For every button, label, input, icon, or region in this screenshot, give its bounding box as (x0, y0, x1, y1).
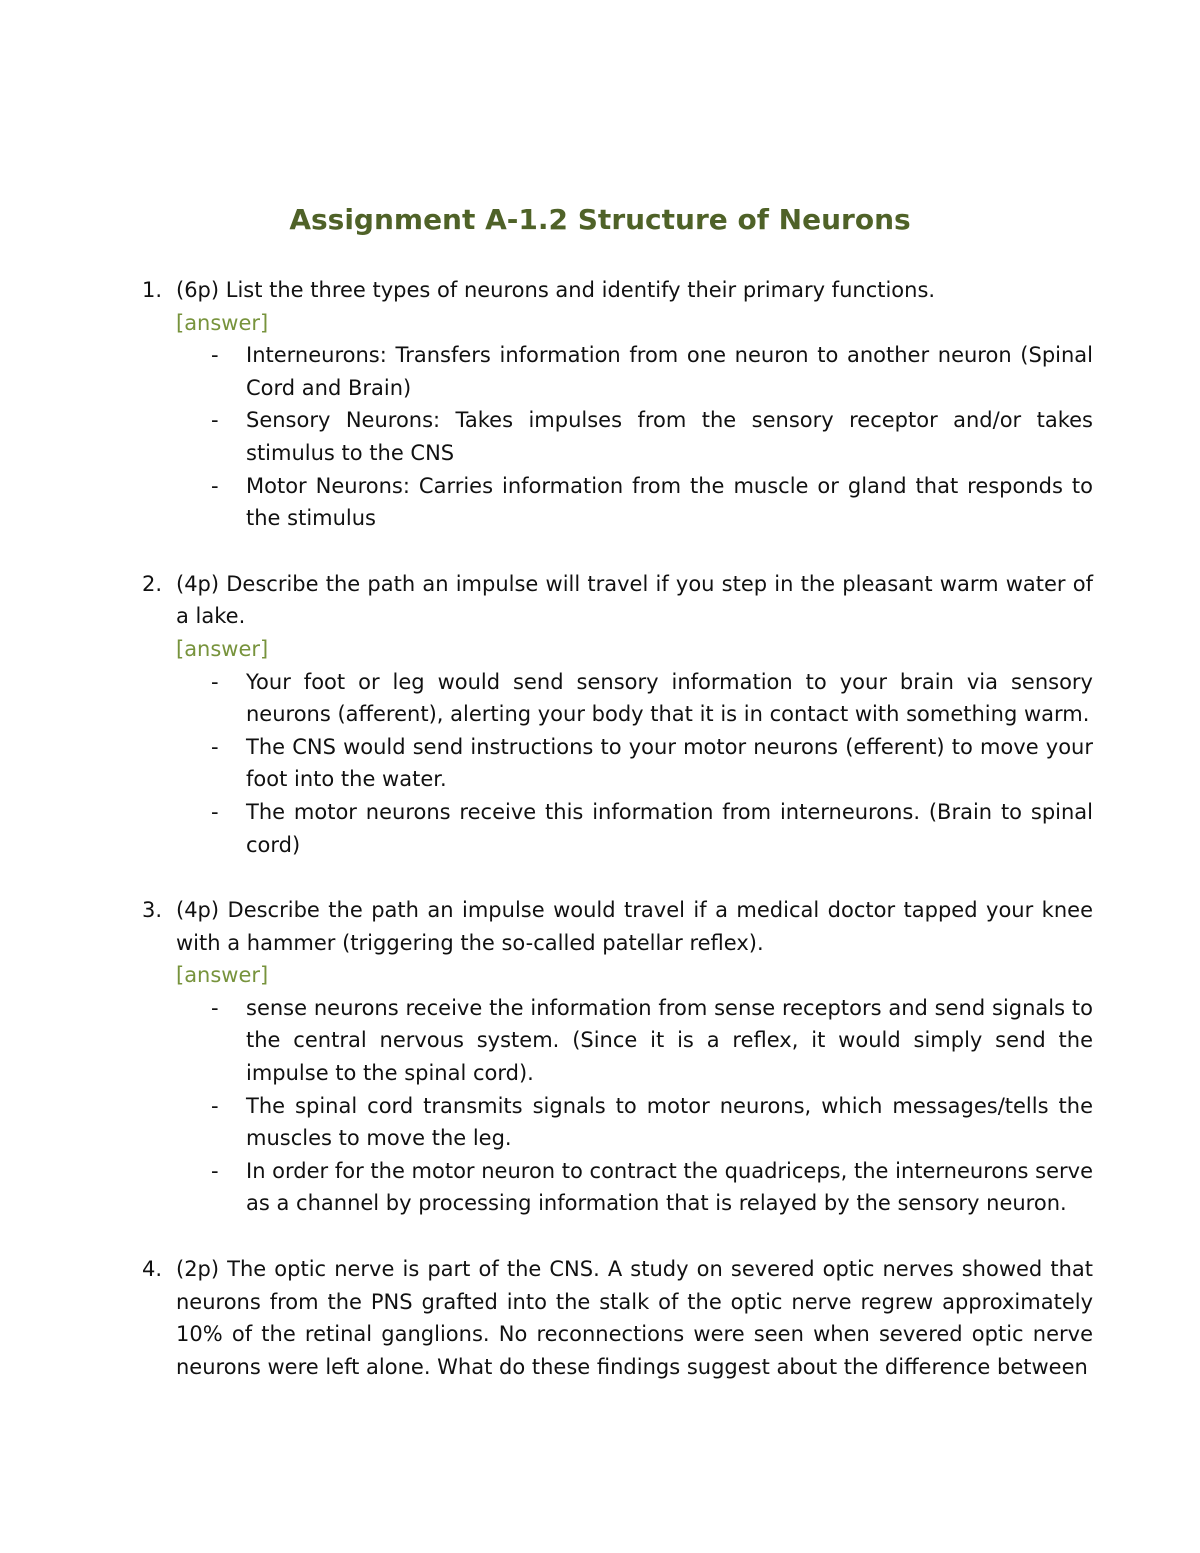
dash-bullet-icon: - (211, 473, 219, 498)
answer-bullet-text: Your foot or leg would send sensory information to your brain via sensory neurons (afferent), alerting your body that it is in contact with something warm. (246, 669, 1093, 727)
answer-bullet-list (0, 992, 1200, 1220)
question-number: 3. (142, 898, 163, 923)
question-item-1 (0, 274, 1200, 535)
question-number: 1. (142, 278, 163, 302)
answer-bullet-list (0, 339, 1200, 535)
question-item-4 (0, 1253, 1200, 1383)
answer-bullet (0, 339, 1200, 404)
answer-bullet-text: Sensory Neurons: Takes impulses from the sensory receptor and/or takes stimulus to the CNS (246, 408, 1093, 465)
question-text: (4p) Describe the path an impulse would travel if a medical doctor tapped your knee with a hammer (triggering the so-called patellar reflex). (176, 898, 1093, 955)
answer-bullet-text: The CNS would send instructions to your motor neurons (efferent) to move your foot into the water. (246, 734, 1093, 792)
answer-bullet (0, 1155, 1200, 1220)
answer-bullet-text: The motor neurons receive this information from interneurons. (Brain to spinal cord) (246, 799, 1093, 857)
answer-label: [answer] (176, 636, 269, 661)
answer-bullet (0, 470, 1200, 535)
answer-bullet (0, 666, 1200, 731)
document-title: Assignment A-1.2 Structure of Neurons (289, 203, 911, 236)
question-item-3 (0, 894, 1200, 1220)
dash-bullet-icon: - (211, 995, 219, 1020)
question-item-2 (0, 568, 1200, 861)
dash-bullet-icon: - (211, 669, 219, 694)
question-text: (2p) The optic nerve is part of the CNS. A study on severed optic nerves showed that neurons from the PNS grafted into the stalk of the optic nerve regrew approximately 10% of the retinal ganglions. No reconnections were seen when severed optic nerve neurons were left alone. What do these findings suggest about the difference between (176, 1257, 1093, 1379)
answer-bullet (0, 796, 1200, 861)
answer-bullet-text: The spinal cord transmits signals to motor neurons, which messages/tells the muscles to move the leg. (246, 1093, 1093, 1151)
answer-bullet-text: Interneurons: Transfers information from one neuron to another neuron (Spinal Cord and Brain) (246, 343, 1093, 400)
dash-bullet-icon: - (211, 799, 219, 824)
dash-bullet-icon: - (211, 734, 219, 759)
dash-bullet-icon: - (211, 343, 219, 368)
question-text: (6p) List the three types of neurons and identify their primary functions. (176, 278, 936, 302)
answer-bullet (0, 992, 1200, 1090)
answer-bullet (0, 404, 1200, 469)
dash-bullet-icon: - (211, 408, 219, 433)
answer-bullet-list (0, 666, 1200, 862)
dash-bullet-icon: - (211, 1158, 219, 1183)
answer-label: [answer] (176, 963, 269, 988)
question-number: 4. (142, 1257, 163, 1282)
question-list (0, 274, 1200, 1416)
dash-bullet-icon: - (211, 1093, 219, 1118)
answer-bullet-text: Motor Neurons: Carries information from the muscle or gland that responds to the stimulus (246, 473, 1093, 531)
answer-bullet-text: sense neurons receive the information from sense receptors and send signals to the central nervous system. (Since it is a reflex, it would simply send the impulse to the spinal cord). (246, 995, 1093, 1086)
answer-bullet (0, 731, 1200, 796)
answer-bullet (0, 1090, 1200, 1155)
answer-bullet-text: In order for the motor neuron to contract the quadriceps, the interneurons serve as a channel by processing information that is relayed by the sensory neuron. (246, 1158, 1093, 1216)
answer-label: [answer] (176, 310, 269, 335)
question-number: 2. (142, 571, 163, 596)
question-text: (4p) Describe the path an impulse will travel if you step in the pleasant warm water of a lake. (176, 571, 1093, 629)
